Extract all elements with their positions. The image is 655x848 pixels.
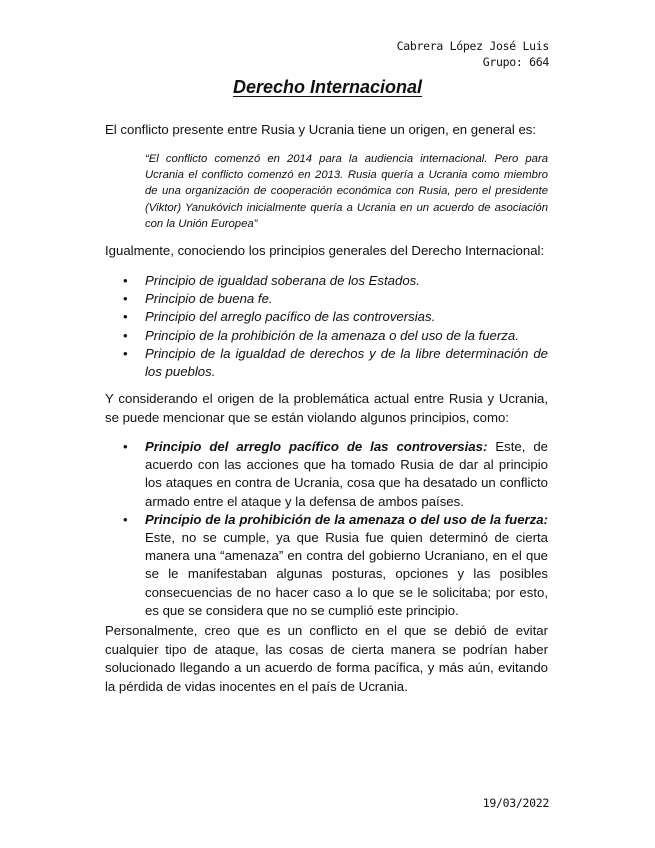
document-title: Derecho Internacional <box>232 77 423 97</box>
violations-intro: Y considerando el origen de la problemática actual entre Rusia y Ucrania, se puede mencionar que se están violando algunos principios, como: <box>105 391 548 425</box>
principles-intro: Igualmente, conociendo los principios generales del Derecho Internacional: <box>105 243 545 258</box>
origin-quote: “El conflicto comenzó en 2014 para la audiencia internacional. Pero para Ucrania el conflicto comenzó en 2013. Rusia quería a Ucrania como miembro de una organización de cooperación económica con Rusia, pero el presidente (Viktor) Yanukóvich inicialmente quería a Ucrania en un acuerdo de asociación con la Unión Europea” <box>145 153 548 230</box>
violation-text: Este, no se cumple, ya que Rusia fue quien determinó de cierta manera una “amenaza” en contra del gobierno Ucraniano, en el que se le manifestaban algunas posturas, opciones y las posibles consecuencias de no hacer caso a lo que se le solicitaba; por esto, es que se considera que no se cumplió este principio. <box>145 530 548 618</box>
violation-item <box>105 438 548 511</box>
violation-item <box>105 511 548 620</box>
conclusion-paragraph: Personalmente, creo que es un conflicto en el que se debió de evitar cualquier tipo de ataque, las cosas de cierta manera se podrían haber solucionado llegando a un acuerdo de forma pacífica, y más aún, evitando la pérdida de vidas inocentes en el país de Ucrania. <box>105 623 548 694</box>
violation-text: Este, de acuerdo con las acciones que ha tomado Rusia de dar al principio los ataques en contra de Ucrania, cosa que ha desatado un conflicto armado entre el ataque y la defensa de ambos países. <box>145 439 548 509</box>
principles-list <box>105 272 548 381</box>
violation-title: Principio del arreglo pacífico de las controversias: <box>145 439 488 454</box>
intro-paragraph: El conflicto presente entre Rusia y Ucrania tiene un origen, en general es: <box>105 122 537 137</box>
principle-item: • Principio de igualdad soberana de los Estados. <box>105 272 548 290</box>
principle-item: • Principio de la igualdad de derechos y de la libre determinación de los pueblos. <box>105 345 548 381</box>
principle-item: • Principio de buena fe. <box>105 290 548 308</box>
principle-item: • Principio de la prohibición de la amenaza o del uso de la fuerza. <box>105 327 548 345</box>
group-number: Grupo: 664 <box>482 55 549 69</box>
violations-list <box>105 438 548 620</box>
principle-item: • Principio del arreglo pacífico de las controversias. <box>105 308 548 326</box>
document-header <box>397 38 549 70</box>
document-date: 19/03/2022 <box>482 796 549 810</box>
author-name: Cabrera López José Luis <box>396 39 549 53</box>
violation-title: Principio de la prohibición de la amenaza o del uso de la fuerza: <box>145 511 548 527</box>
